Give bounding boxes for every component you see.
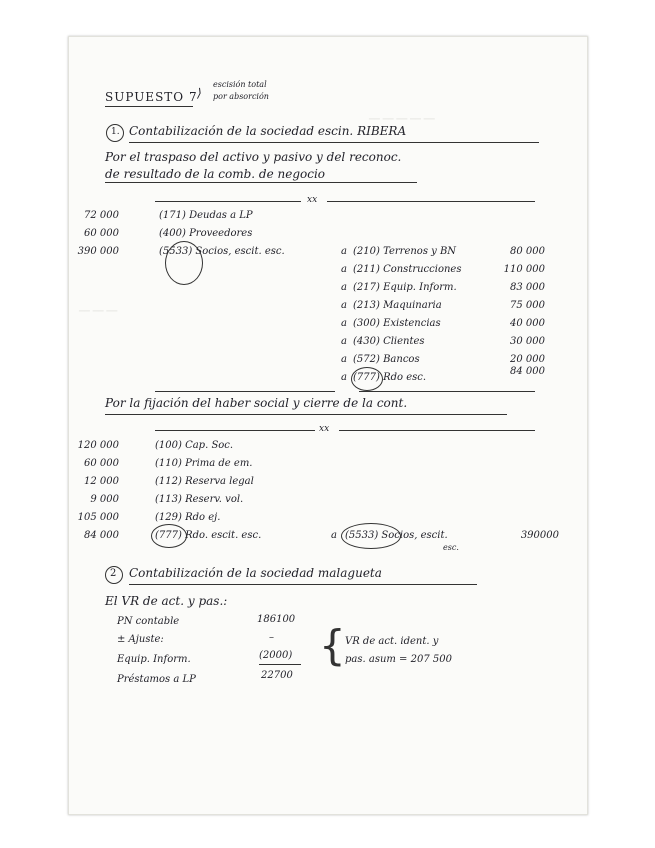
summary-note: pas. asum = 207 500: [345, 654, 452, 665]
entry-description: de resultado de la comb. de negocio: [105, 167, 326, 181]
value-underline: [259, 664, 301, 665]
brace-icon: {: [319, 621, 346, 670]
debit-amount: 9 000: [90, 494, 119, 505]
entry-close-line: [155, 391, 335, 392]
debit-account: (777) Rdo. escit. esc.: [155, 530, 262, 541]
valuation-value: –: [269, 632, 274, 643]
credit-prefix: a: [341, 372, 347, 383]
paper-sheet: [68, 36, 588, 815]
valuation-value: 22700: [261, 670, 293, 681]
credit-account: (300) Existencias: [353, 318, 441, 329]
bleed-through-text: ── ── ──: [79, 307, 118, 317]
credit-amount: 75 000: [510, 300, 545, 311]
credit-prefix: a: [341, 318, 347, 329]
section-title-underline: [129, 584, 477, 585]
account-highlight-circle: [341, 523, 401, 549]
credit-account-continued: esc.: [443, 543, 459, 552]
section-number: 2: [110, 568, 117, 579]
credit-amount: 83 000: [510, 282, 545, 293]
page-title: SUPUESTO 7: [105, 90, 198, 104]
credit-prefix: a: [341, 354, 347, 365]
subtitle-line1: escisión total: [213, 80, 267, 89]
entry-description: Por el traspaso del activo y pasivo y del reconoc.: [105, 150, 402, 164]
title-underline: [105, 106, 193, 107]
debit-amount: 390 000: [77, 246, 119, 257]
credit-account: (572) Bancos: [353, 354, 420, 365]
credit-prefix: a: [341, 246, 347, 257]
credit-amount: 110 000: [503, 264, 545, 275]
summary-note: VR de act. ident. y: [345, 636, 439, 647]
credit-account: (213) Maquinaria: [353, 300, 442, 311]
debit-amount: 72 000: [84, 210, 119, 221]
credit-amount: 20 000: [510, 354, 545, 365]
account-highlight-circle: [351, 367, 383, 391]
valuation-label: Préstamos a LP: [117, 674, 196, 685]
account-highlight-circle: [151, 524, 187, 548]
debit-account: (5533) Socios, escit. esc.: [159, 246, 285, 257]
credit-account: (211) Construcciones: [353, 264, 462, 275]
credit-prefix: a: [341, 264, 347, 275]
description-underline: [105, 414, 507, 415]
valuation-value: 186100: [257, 614, 296, 625]
credit-amount: 390000: [520, 530, 559, 541]
subtitle-line2: por absorción: [213, 92, 269, 101]
credit-account: (430) Clientes: [353, 336, 425, 347]
debit-amount: 84 000: [84, 530, 119, 541]
debit-account: (100) Cap. Soc.: [155, 440, 234, 451]
debit-account: (113) Reserv. vol.: [155, 494, 244, 505]
credit-account: (5533) Socios, escit.: [345, 530, 448, 541]
bleed-through-text: ── ── ── ── ──: [369, 115, 435, 125]
account-highlight-circle: [165, 241, 203, 285]
credit-amount: 40 000: [510, 318, 545, 329]
debit-amount: 120 000: [77, 440, 119, 451]
credit-prefix: a: [341, 282, 347, 293]
section-title: Contabilización de la sociedad escin. RIBERA: [129, 124, 407, 138]
debit-amount: 105 000: [77, 512, 119, 523]
credit-account: (777) Rdo esc.: [353, 372, 427, 383]
valuation-label: ± Ajuste:: [117, 634, 164, 645]
journal-separator: [327, 201, 535, 202]
debit-account: (400) Proveedores: [159, 228, 253, 239]
journal-separator: [339, 430, 535, 431]
debit-amount: 60 000: [84, 228, 119, 239]
credit-prefix: a: [331, 530, 337, 541]
section-number: 1.: [111, 127, 120, 137]
section-title: Contabilización de la sociedad malagueta: [129, 566, 382, 580]
debit-account: (171) Deudas a LP: [159, 210, 253, 221]
brace-icon: ⟩: [197, 86, 202, 100]
description-underline: [105, 182, 417, 183]
journal-separator: [155, 430, 315, 431]
entry-description: El VR de act. y pas.:: [105, 594, 228, 608]
valuation-label: Equip. Inform.: [117, 654, 191, 665]
credit-account: (210) Terrenos y BN: [353, 246, 457, 257]
debit-amount: 12 000: [84, 476, 119, 487]
entry-close-line: [359, 391, 535, 392]
valuation-value: (2000): [259, 650, 293, 661]
debit-account: (129) Rdo ej.: [155, 512, 221, 523]
credit-prefix: a: [341, 336, 347, 347]
credit-amount: 80 000: [510, 246, 545, 257]
debit-account: (112) Reserva legal: [155, 476, 254, 487]
debit-amount: 60 000: [84, 458, 119, 469]
credit-amount: 84 000: [510, 366, 545, 377]
journal-separator: [155, 201, 301, 202]
entry-description: Por la fijación del haber social y cierre de la cont.: [105, 396, 408, 410]
journal-separator-mark: xx: [307, 195, 318, 205]
credit-prefix: a: [341, 300, 347, 311]
valuation-label: PN contable: [117, 616, 180, 627]
credit-amount: 30 000: [510, 336, 545, 347]
section-title-underline: [129, 142, 539, 143]
debit-account: (110) Prima de em.: [155, 458, 253, 469]
journal-separator-mark: xx: [319, 424, 330, 434]
credit-account: (217) Equip. Inform.: [353, 282, 457, 293]
